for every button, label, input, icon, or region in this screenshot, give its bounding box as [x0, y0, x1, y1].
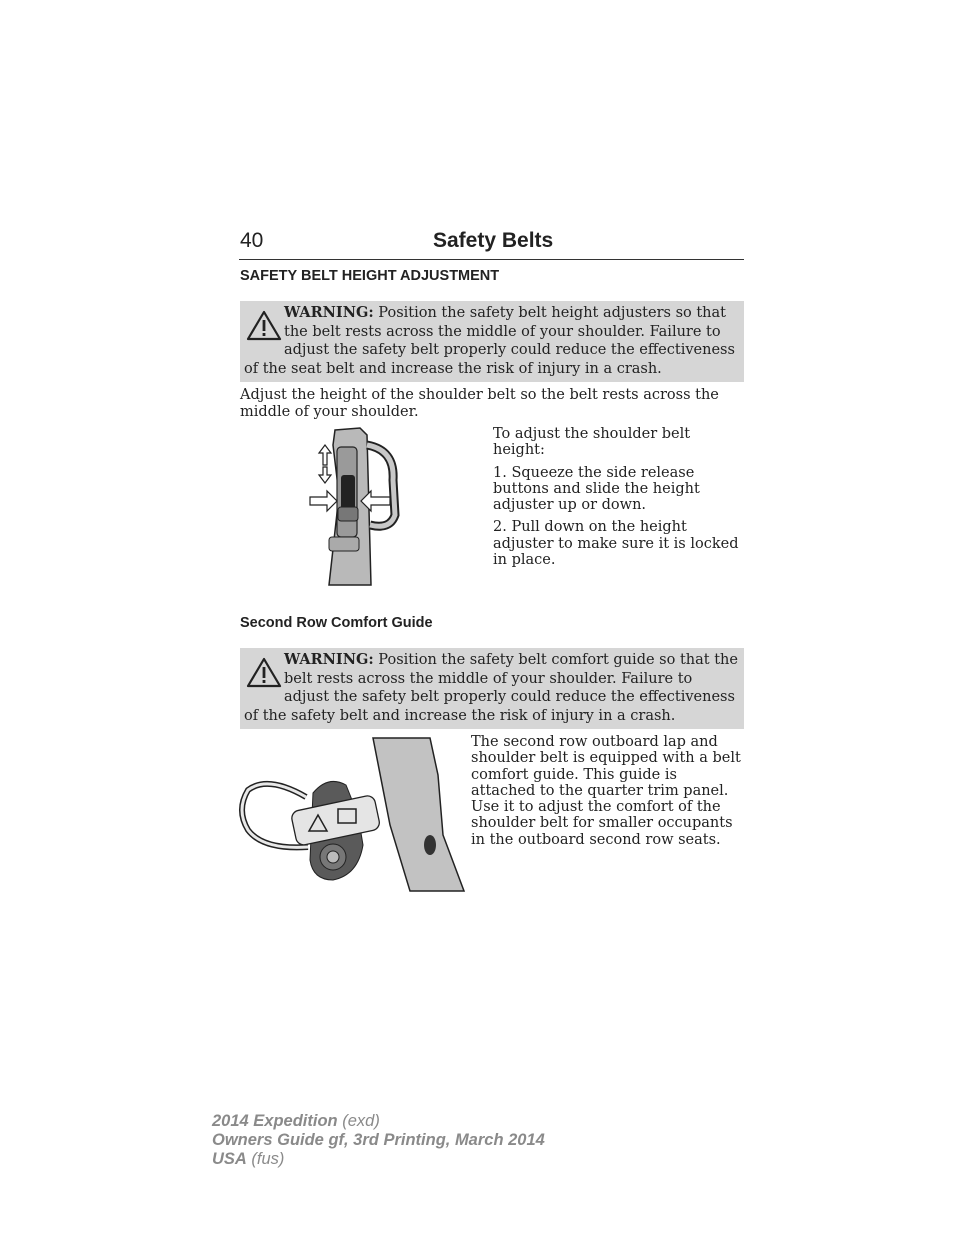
- header-rule: [239, 259, 744, 260]
- warning-icon: [244, 308, 284, 344]
- step-2: 2. Pull down on the height adjuster to make sure it is locked in place.: [493, 519, 739, 569]
- warning-text: Position the safety belt comfort guide so that the belt rests across the middle of your shoulder. Failure to adjust the safety belt properly could reduce the effectiveness of the safety belt and increase the risk of injury in a crash.: [244, 652, 738, 724]
- page-number: 40: [240, 229, 264, 252]
- footer: [212, 1112, 545, 1169]
- warning-label: WARNING:: [284, 304, 374, 321]
- warning-icon: [244, 655, 284, 691]
- height-adjustment-steps: [493, 426, 743, 574]
- section-heading-comfort-guide: Second Row Comfort Guide: [240, 615, 433, 631]
- footer-line-3: USA (fus): [212, 1150, 285, 1168]
- warning-box-comfort-guide: [240, 648, 744, 729]
- step-1: 1. Squeeze the side release buttons and slide the height adjuster up or down.: [493, 464, 700, 514]
- comfort-guide-illustration: [238, 735, 466, 893]
- footer-line-2: Owners Guide gf, 3rd Printing, March 2014: [212, 1131, 545, 1149]
- warning-text: Position the safety belt height adjusters so that the belt rests across the middle of your shoulder. Failure to adjust the safety belt properly could reduce the effectiveness of the seat belt and increase the risk of injury in a crash.: [244, 305, 735, 377]
- warning-label: WARNING:: [284, 651, 374, 668]
- section-heading-height-adjustment: SAFETY BELT HEIGHT ADJUSTMENT: [240, 268, 500, 284]
- footer-line-1: 2014 Expedition (exd): [212, 1112, 380, 1130]
- height-adjustment-intro: Adjust the height of the shoulder belt so the belt rests across the middle of your shoulder.: [240, 387, 719, 420]
- comfort-guide-description: The second row outboard lap and shoulder belt is equipped with a belt comfort guide. This guide is attached to the quarter trim panel. Use it to adjust the comfort of the shoulder belt for smaller occupants in the outboard second row seats.: [471, 734, 741, 848]
- warning-box-height-adjustment: [240, 301, 744, 382]
- height-adjuster-illustration: [305, 425, 405, 587]
- page-title: Safety Belts: [433, 229, 554, 252]
- steps-intro: To adjust the shoulder belt height:: [493, 426, 691, 459]
